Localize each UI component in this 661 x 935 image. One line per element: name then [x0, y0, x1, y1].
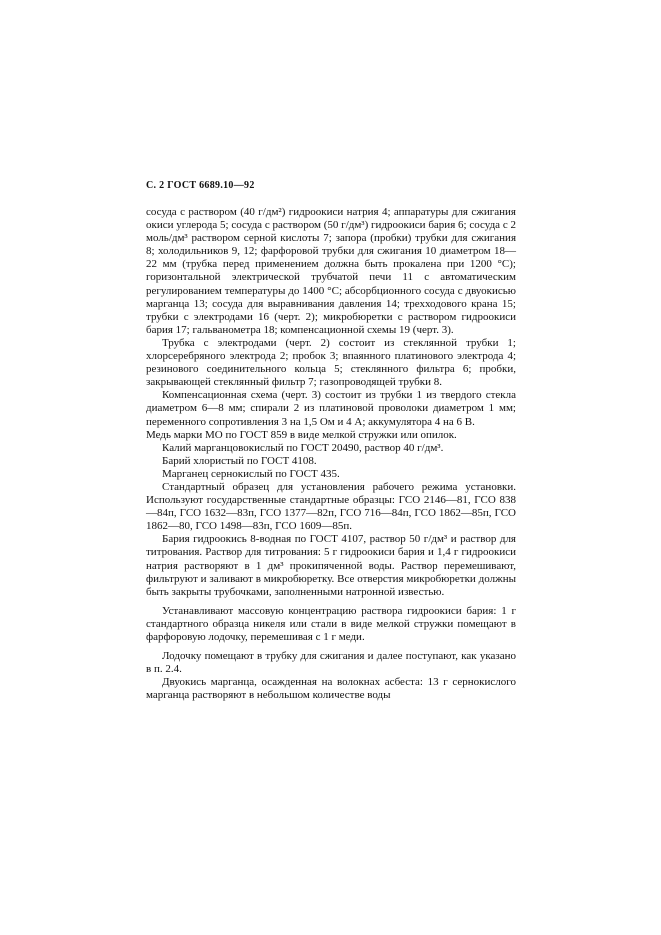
page-header: С. 2 ГОСТ 6689.10—92: [146, 180, 255, 191]
paragraph: Двуокись марганца, осажденная на волокнах асбеста: 13 г сернокислого марганца растворяют в небольшом количестве воды: [146, 676, 516, 702]
paragraph: Устанавливают массовую концентрацию раствора гидроокиси бария: 1 г стандартного образца никеля или стали в виде мелкой стружки помещают в фарфоровую лодочку, перемешивая с 1 г меди.: [146, 604, 516, 643]
paragraph: Трубка с электродами (черт. 2) состоит из стеклянной трубки 1; хлорсеребряного электрода 2; пробок 3; впаянного платинового электрода 4; резинового соединительного кольца 5; стеклянного фильтра 6; пробки, закрывающей стеклянный фильтр 7; газопроводящей трубки 8.: [146, 336, 516, 389]
paragraph: Медь марки МО по ГОСТ 859 в виде мелкой стружки или опилок.: [146, 428, 457, 441]
paragraph: Стандартный образец для установления рабочего режима установки. Используют государственные стандартные образцы: ГСО 2146—81, ГСО 838—84п, ГСО 1632—83п, ГСО 1377—82п, ГСО 716—84п, ГСО 1862—85п, ГСО 1862—80, ГСО 1498—83п, ГСО 1609—85п.: [146, 480, 516, 533]
paragraph: Калий марганцовокислый по ГОСТ 20490, раствор 40 г/дм³.: [162, 441, 444, 454]
paragraph: Лодочку помещают в трубку для сжигания и далее поступают, как указано в п. 2.4.: [146, 650, 516, 676]
document-body: [146, 206, 516, 702]
paragraph: Компенсационная схема (черт. 3) состоит из трубки 1 из твердого стекла диаметром 6—8 мм; спирали 2 из платиновой проволоки диаметром 1 мм; переменного сопротивления 3 на 1,5 Ом и 4 А; аккумулятора 4 на 6 В.: [146, 389, 516, 428]
paragraph: сосуда с раствором (40 г/дм²) гидроокиси натрия 4; аппаратуры для сжигания окиси углерода 5; сосуда с раствором (50 г/дм³) гидроокиси бария 6; сосуда с 2 моль/дм³ раствором серной кислоты 7; запора (пробки) трубки для сжигания 8; холодильников 9, 12; фарфоровой трубки для сжигания 10 диаметром 18—22 мм (трубка перед применением должна быть прокалена при 1200 °С); горизонтальной электрической трубчатой печи 11 с автоматическим регулированием температуры до 1400 °С; абсорбционного сосуда с двуокисью марганца 13; сосуда для выравнивания давления 14; трехходового крана 15; трубки с электродами 16 (черт. 2); микробюретки с раствором гидроокиси бария 17; гальванометра 18; компенсационной схемы 19 (черт. 3).: [146, 206, 516, 336]
paragraph: Барий хлористый по ГОСТ 4108.: [162, 454, 317, 467]
paragraph: Марганец сернокислый по ГОСТ 435.: [162, 467, 340, 480]
paragraph: Бария гидроокись 8-водная по ГОСТ 4107, раствор 50 г/дм³ и раствор для титрования. Раствор для титрования: 5 г гидроокиси бария и 1,4 г гидроокиси натрия растворяют в 1 дм³ прокипяченной воды. Раствор перемешивают, фильтруют и заливают в микробюретку. Все отверстия микробюретки должны быть закрыты трубочками, заполненными натронной известью.: [146, 533, 516, 598]
